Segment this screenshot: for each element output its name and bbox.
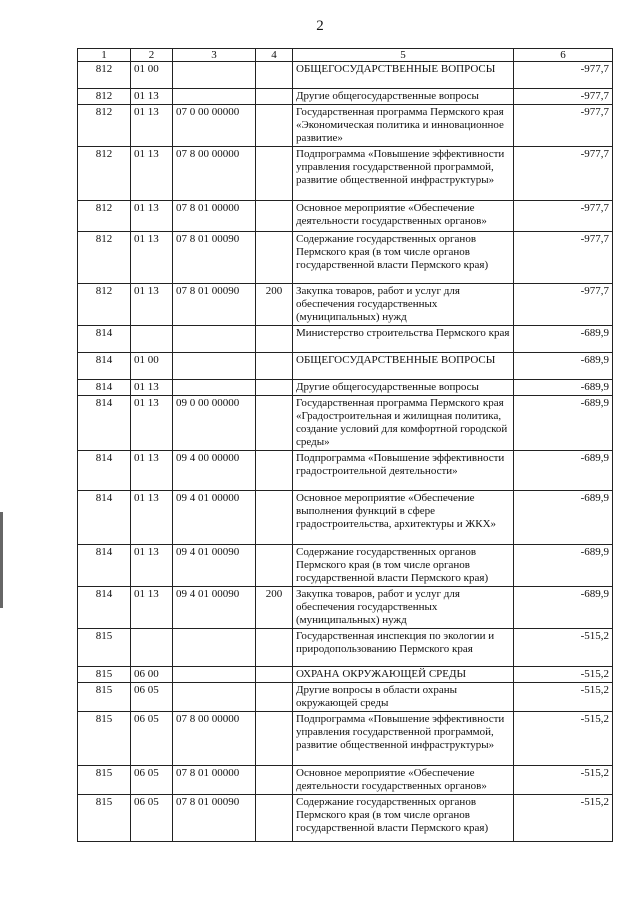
target-article-cell: [173, 62, 256, 89]
description-cell: Основное мероприятие «Обеспечение деятельности государственных органов»: [293, 201, 514, 232]
target-article-cell: 07 8 01 00000: [173, 766, 256, 795]
description-cell: Государственная программа Пермского края «Градостроительная и жилищная политика, создание условий для комфортной городской среды»: [293, 396, 514, 451]
expense-type-cell: [256, 147, 293, 201]
table-row: [78, 380, 613, 396]
gov-code-cell: 814: [78, 380, 131, 396]
table-row: [78, 491, 613, 545]
table-row: [78, 667, 613, 683]
expense-type-cell: 200: [256, 587, 293, 629]
description-cell: ОБЩЕГОСУДАРСТВЕННЫЕ ВОПРОСЫ: [293, 353, 514, 380]
amount-cell: -977,7: [514, 201, 613, 232]
column-header: 6: [514, 49, 613, 62]
target-article-cell: 07 8 01 00090: [173, 795, 256, 842]
description-cell: Содержание государственных органов Пермского края (в том числе органов государственной власти Пермского края): [293, 795, 514, 842]
table-row: [78, 451, 613, 491]
gov-code-cell: 812: [78, 232, 131, 284]
expense-type-cell: [256, 396, 293, 451]
gov-code-cell: 814: [78, 491, 131, 545]
section-code-cell: 01 13: [131, 380, 173, 396]
header-row: [78, 49, 613, 62]
target-article-cell: [173, 353, 256, 380]
description-cell: Подпрограмма «Повышение эффективности управления государственной программой, развитие общественной инфраструктуры»: [293, 147, 514, 201]
amount-cell: -689,9: [514, 545, 613, 587]
expense-type-cell: [256, 712, 293, 766]
gov-code-cell: 814: [78, 326, 131, 353]
amount-cell: -689,9: [514, 380, 613, 396]
amount-cell: -977,7: [514, 62, 613, 89]
gov-code-cell: 815: [78, 712, 131, 766]
gov-code-cell: 815: [78, 683, 131, 712]
section-code-cell: 06 05: [131, 766, 173, 795]
description-cell: ОБЩЕГОСУДАРСТВЕННЫЕ ВОПРОСЫ: [293, 62, 514, 89]
target-article-cell: 09 4 01 00090: [173, 545, 256, 587]
target-article-cell: 07 8 01 00090: [173, 232, 256, 284]
amount-cell: -689,9: [514, 491, 613, 545]
column-header: 5: [293, 49, 514, 62]
amount-cell: -689,9: [514, 326, 613, 353]
description-cell: Государственная инспекция по экологии и природопользованию Пермского края: [293, 629, 514, 667]
section-code-cell: 01 13: [131, 105, 173, 147]
expense-type-cell: [256, 683, 293, 712]
budget-table: [77, 48, 613, 842]
section-code-cell: 06 05: [131, 683, 173, 712]
expense-type-cell: [256, 795, 293, 842]
description-cell: Содержание государственных органов Пермского края (в том числе органов государственной власти Пермского края): [293, 232, 514, 284]
table-row: [78, 147, 613, 201]
target-article-cell: 07 8 00 00000: [173, 147, 256, 201]
expense-type-cell: [256, 326, 293, 353]
table-row: [78, 89, 613, 105]
amount-cell: -515,2: [514, 629, 613, 667]
table-row: [78, 353, 613, 380]
description-cell: Подпрограмма «Повышение эффективности градостроительной деятельности»: [293, 451, 514, 491]
description-cell: Закупка товаров, работ и услуг для обеспечения государственных (муниципальных) нужд: [293, 284, 514, 326]
amount-cell: -977,7: [514, 147, 613, 201]
description-cell: Основное мероприятие «Обеспечение выполнения функций в сфере градостроительства, архитектуры и ЖКХ»: [293, 491, 514, 545]
expense-type-cell: [256, 545, 293, 587]
section-code-cell: 06 00: [131, 667, 173, 683]
gov-code-cell: 812: [78, 147, 131, 201]
table-row: [78, 396, 613, 451]
description-cell: Содержание государственных органов Пермского края (в том числе органов государственной власти Пермского края): [293, 545, 514, 587]
description-cell: Другие вопросы в области охраны окружающей среды: [293, 683, 514, 712]
target-article-cell: [173, 380, 256, 396]
section-code-cell: 06 05: [131, 795, 173, 842]
amount-cell: -977,7: [514, 232, 613, 284]
description-cell: Закупка товаров, работ и услуг для обеспечения государственных (муниципальных) нужд: [293, 587, 514, 629]
table-row: [78, 284, 613, 326]
expense-type-cell: [256, 667, 293, 683]
table-row: [78, 62, 613, 89]
expense-type-cell: [256, 353, 293, 380]
target-article-cell: 09 4 00 00000: [173, 451, 256, 491]
table-row: [78, 232, 613, 284]
target-article-cell: [173, 326, 256, 353]
expense-type-cell: 200: [256, 284, 293, 326]
target-article-cell: [173, 629, 256, 667]
description-cell: Подпрограмма «Повышение эффективности управления государственной программой, развитие общественной инфраструктуры»: [293, 712, 514, 766]
description-cell: Государственная программа Пермского края «Экономическая политика и инновационное развитие»: [293, 105, 514, 147]
amount-cell: -689,9: [514, 396, 613, 451]
table-row: [78, 683, 613, 712]
table-row: [78, 766, 613, 795]
section-code-cell: 01 13: [131, 491, 173, 545]
description-cell: Основное мероприятие «Обеспечение деятельности государственных органов»: [293, 766, 514, 795]
column-header: 3: [173, 49, 256, 62]
expense-type-cell: [256, 105, 293, 147]
target-article-cell: 07 8 01 00090: [173, 284, 256, 326]
table-body: [78, 62, 613, 842]
amount-cell: -977,7: [514, 89, 613, 105]
amount-cell: -515,2: [514, 795, 613, 842]
gov-code-cell: 812: [78, 89, 131, 105]
amount-cell: -689,9: [514, 451, 613, 491]
target-article-cell: 09 4 01 00090: [173, 587, 256, 629]
expense-type-cell: [256, 232, 293, 284]
gov-code-cell: 815: [78, 766, 131, 795]
section-code-cell: 01 13: [131, 451, 173, 491]
gov-code-cell: 814: [78, 545, 131, 587]
amount-cell: -977,7: [514, 284, 613, 326]
description-cell: Министерство строительства Пермского края: [293, 326, 514, 353]
section-code-cell: 01 13: [131, 284, 173, 326]
section-code-cell: [131, 629, 173, 667]
description-cell: Другие общегосударственные вопросы: [293, 89, 514, 105]
gov-code-cell: 814: [78, 353, 131, 380]
gov-code-cell: 815: [78, 795, 131, 842]
expense-type-cell: [256, 451, 293, 491]
column-header: 1: [78, 49, 131, 62]
gov-code-cell: 812: [78, 284, 131, 326]
target-article-cell: 07 0 00 00000: [173, 105, 256, 147]
table-row: [78, 712, 613, 766]
table-row: [78, 201, 613, 232]
section-code-cell: 01 13: [131, 587, 173, 629]
page-number: 2: [316, 18, 324, 34]
table-row: [78, 105, 613, 147]
expense-type-cell: [256, 380, 293, 396]
section-code-cell: 01 13: [131, 147, 173, 201]
expense-type-cell: [256, 766, 293, 795]
table-header: [78, 49, 613, 62]
target-article-cell: 09 4 01 00000: [173, 491, 256, 545]
table-row: [78, 795, 613, 842]
table-row: [78, 587, 613, 629]
amount-cell: -515,2: [514, 667, 613, 683]
section-code-cell: [131, 326, 173, 353]
section-code-cell: 01 13: [131, 396, 173, 451]
target-article-cell: 07 8 00 00000: [173, 712, 256, 766]
description-cell: Другие общегосударственные вопросы: [293, 380, 514, 396]
target-article-cell: [173, 89, 256, 105]
description-cell: ОХРАНА ОКРУЖАЮЩЕЙ СРЕДЫ: [293, 667, 514, 683]
section-code-cell: 01 00: [131, 353, 173, 380]
target-article-cell: 07 8 01 00000: [173, 201, 256, 232]
column-header: 4: [256, 49, 293, 62]
binding-mark: [0, 512, 3, 608]
amount-cell: -977,7: [514, 105, 613, 147]
section-code-cell: 06 05: [131, 712, 173, 766]
gov-code-cell: 815: [78, 629, 131, 667]
table-row: [78, 629, 613, 667]
expense-type-cell: [256, 89, 293, 105]
table-row: [78, 326, 613, 353]
gov-code-cell: 814: [78, 451, 131, 491]
column-header: 2: [131, 49, 173, 62]
section-code-cell: 01 13: [131, 545, 173, 587]
target-article-cell: 09 0 00 00000: [173, 396, 256, 451]
target-article-cell: [173, 683, 256, 712]
expense-type-cell: [256, 629, 293, 667]
section-code-cell: 01 00: [131, 62, 173, 89]
expense-type-cell: [256, 62, 293, 89]
section-code-cell: 01 13: [131, 89, 173, 105]
gov-code-cell: 812: [78, 105, 131, 147]
gov-code-cell: 812: [78, 62, 131, 89]
gov-code-cell: 814: [78, 396, 131, 451]
section-code-cell: 01 13: [131, 201, 173, 232]
target-article-cell: [173, 667, 256, 683]
table-row: [78, 545, 613, 587]
section-code-cell: 01 13: [131, 232, 173, 284]
expense-type-cell: [256, 201, 293, 232]
amount-cell: -515,2: [514, 766, 613, 795]
amount-cell: -689,9: [514, 587, 613, 629]
gov-code-cell: 814: [78, 587, 131, 629]
expense-type-cell: [256, 491, 293, 545]
gov-code-cell: 812: [78, 201, 131, 232]
gov-code-cell: 815: [78, 667, 131, 683]
amount-cell: -515,2: [514, 683, 613, 712]
amount-cell: -689,9: [514, 353, 613, 380]
amount-cell: -515,2: [514, 712, 613, 766]
